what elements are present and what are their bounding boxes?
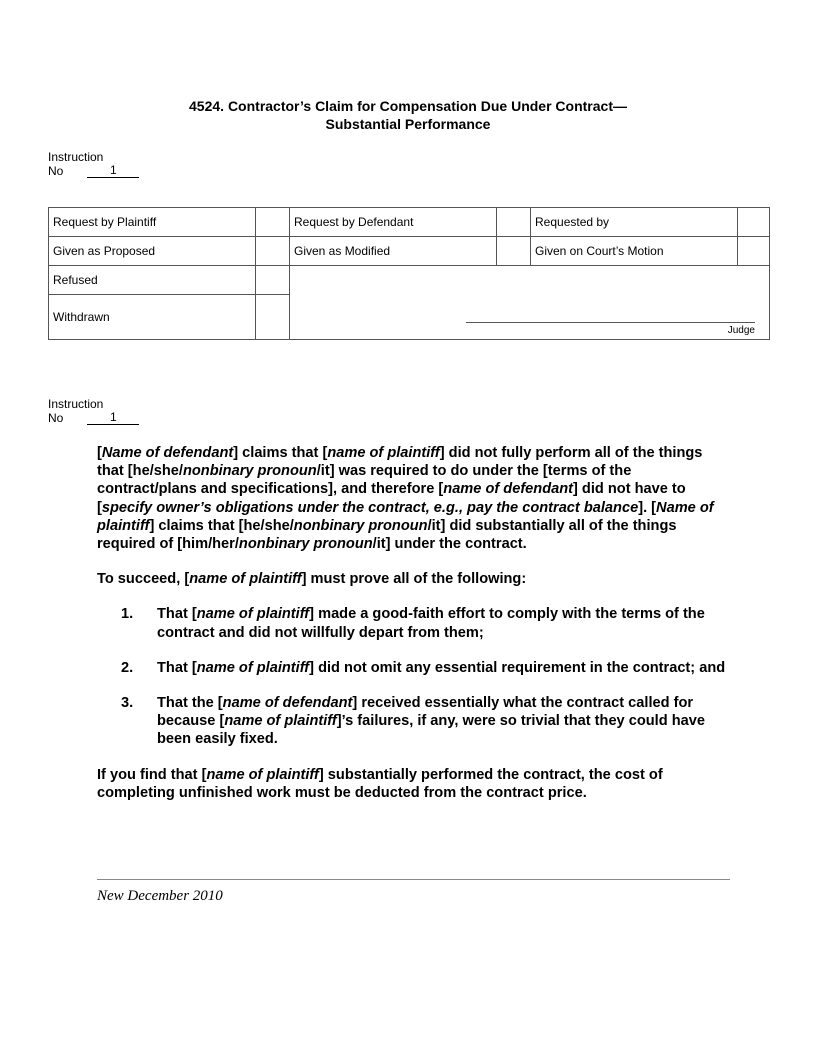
list-item-number: 1. bbox=[121, 606, 134, 623]
body-paragraph-1 bbox=[97, 444, 727, 553]
refused-label: Refused bbox=[49, 266, 256, 295]
withdrawn-label: Withdrawn bbox=[49, 295, 256, 340]
text-run: ] made a good-faith effort to comply with the terms of the contract and did not willfully depart from them; bbox=[157, 606, 705, 641]
title-line-1: 4524. Contractor’s Claim for Compensation Due Under Contract— bbox=[189, 98, 627, 114]
given-as-proposed-checkbox[interactable] bbox=[256, 237, 290, 266]
instruction-number: 1 bbox=[87, 164, 139, 178]
instruction-label: Instruction bbox=[48, 397, 104, 411]
request-by-plaintiff-checkbox[interactable] bbox=[256, 208, 290, 237]
text-run: ] claims that [he/she/ bbox=[149, 517, 294, 534]
given-on-courts-motion-checkbox[interactable] bbox=[738, 237, 770, 266]
text-run: [ bbox=[97, 445, 102, 461]
text-run: /it] under the contract. bbox=[372, 536, 527, 553]
body-paragraph-2 bbox=[97, 570, 727, 588]
given-as-proposed-label: Given as Proposed bbox=[49, 237, 256, 266]
list-item-text bbox=[157, 605, 727, 641]
text-run: ] substantially performed the contract, the cost of completing unfinished work must be deducted from the contract price. bbox=[97, 766, 663, 801]
instruction-label: Instruction bbox=[48, 150, 104, 164]
request-by-defendant-label: Request by Defendant bbox=[290, 208, 497, 237]
list-item-number: 3. bbox=[121, 695, 134, 712]
italic-placeholder-text: name of defendant bbox=[443, 481, 574, 498]
request-by-defendant-checkbox[interactable] bbox=[497, 208, 531, 237]
italic-placeholder-text: name of plaintiff bbox=[189, 571, 302, 588]
given-on-courts-motion-label: Given on Court’s Motion bbox=[531, 237, 738, 266]
text-run: /it] was required to do under the [terms of the contract/plans and specifications], and therefore [ bbox=[97, 463, 632, 498]
italic-placeholder-text: nonbinary pronoun bbox=[182, 463, 317, 480]
italic-placeholder-text: nonbinary pronoun bbox=[293, 517, 428, 534]
refused-checkbox[interactable] bbox=[256, 266, 290, 295]
list-item bbox=[121, 605, 727, 641]
document-title bbox=[0, 97, 816, 133]
body-paragraph-3 bbox=[97, 766, 727, 802]
text-run: /it] did substantially all of the things required of [him/her/ bbox=[97, 517, 677, 553]
title-line-2: Substantial Performance bbox=[325, 116, 491, 132]
instruction-number-block-top bbox=[48, 150, 139, 178]
request-by-plaintiff-label: Request by Plaintiff bbox=[49, 208, 256, 237]
given-as-modified-label: Given as Modified bbox=[290, 237, 497, 266]
text-run: ] received essentially what the contract called for because [ bbox=[157, 695, 694, 730]
list-item bbox=[121, 694, 727, 749]
text-run: That the [ bbox=[157, 695, 223, 712]
judge-signature-area bbox=[290, 266, 770, 340]
italic-placeholder-text: name of defendant bbox=[222, 695, 353, 712]
elements-list bbox=[97, 605, 727, 748]
text-run: ]’s failures, if any, were so trivial that they could have been easily fixed. bbox=[157, 713, 705, 748]
italic-placeholder-text: specify owner’s obligations under the contract, e.g., pay the contract balance bbox=[101, 499, 639, 516]
instruction-number-block-bottom bbox=[48, 397, 139, 425]
requested-by-label: Requested by bbox=[531, 208, 738, 237]
italic-placeholder-text: name of plaintiff bbox=[224, 713, 337, 730]
list-item-text bbox=[157, 659, 725, 677]
italic-placeholder-text: name of plaintiff bbox=[196, 659, 310, 676]
instruction-body bbox=[97, 444, 727, 819]
text-run: ]. [ bbox=[638, 499, 657, 516]
withdrawn-checkbox[interactable] bbox=[256, 295, 290, 340]
requested-by-checkbox[interactable] bbox=[738, 208, 770, 237]
text-run: ] claims that [ bbox=[233, 445, 328, 461]
italic-placeholder-text: name of plaintiff bbox=[206, 766, 319, 783]
italic-placeholder-text: Name of defendant bbox=[101, 445, 234, 461]
italic-placeholder-text: name of plaintiff bbox=[327, 445, 440, 461]
judge-signature-line bbox=[466, 322, 755, 323]
text-run: That [ bbox=[157, 659, 197, 676]
judge-label: Judge bbox=[727, 325, 755, 336]
text-run: ] did not fully perform all of the things that [he/she/ bbox=[97, 445, 703, 480]
footer-divider bbox=[97, 879, 730, 880]
no-label: No bbox=[48, 164, 64, 178]
request-table bbox=[48, 207, 770, 340]
text-run: ] must prove all of the following: bbox=[301, 571, 527, 588]
italic-placeholder-text: name of plaintiff bbox=[196, 606, 310, 623]
text-run: If you find that [ bbox=[97, 766, 207, 783]
italic-placeholder-text: Name of plaintiff bbox=[97, 499, 714, 534]
text-run: That [ bbox=[157, 606, 197, 623]
instruction-number: 1 bbox=[87, 411, 139, 425]
list-item-text bbox=[157, 694, 727, 749]
list-item-number: 2. bbox=[121, 659, 134, 676]
text-run: To succeed, [ bbox=[97, 571, 190, 588]
italic-placeholder-text: nonbinary pronoun bbox=[238, 536, 373, 553]
list-item bbox=[121, 659, 727, 677]
text-run: ] did not have to [ bbox=[97, 481, 686, 516]
no-label: No bbox=[48, 411, 64, 425]
given-as-modified-checkbox[interactable] bbox=[497, 237, 531, 266]
text-run: ] did not omit any essential requirement in the contract; and bbox=[309, 659, 726, 676]
footer-note: New December 2010 bbox=[97, 888, 223, 904]
